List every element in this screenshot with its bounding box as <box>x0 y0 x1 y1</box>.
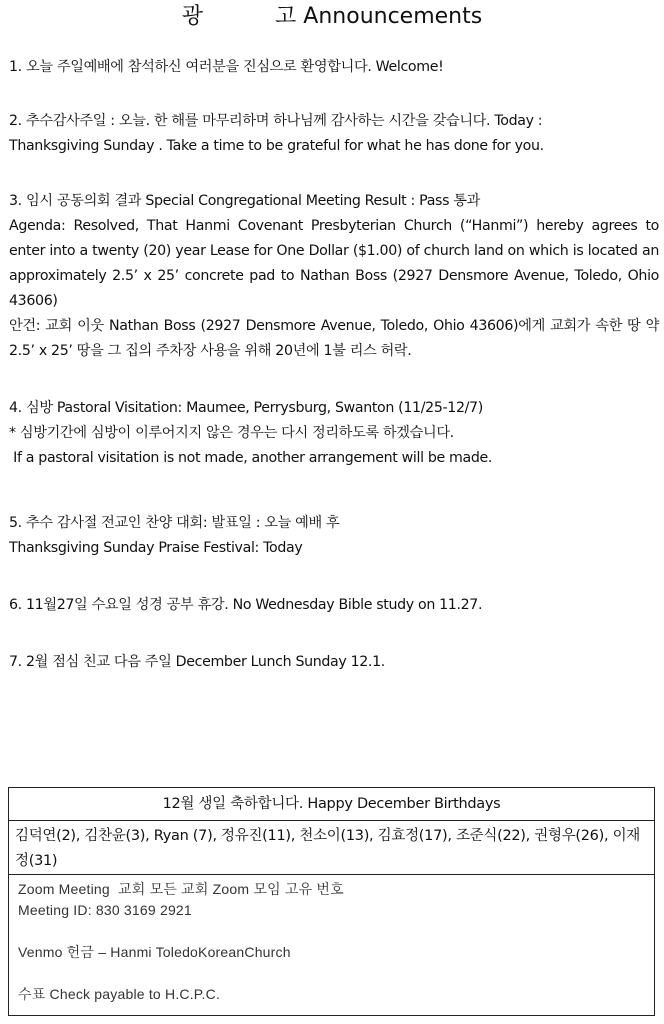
zoom-meeting-line: Zoom Meeting 교회 모든 교회 Zoom 모임 고유 번호 <box>18 881 344 897</box>
announcement-2 <box>9 109 659 159</box>
announcement-5 <box>9 511 659 561</box>
announcement-7 <box>9 650 659 675</box>
announcement-4-line-1: 4. 심방 Pastoral Visitation: Maumee, Perrysburg, Swanton (11/25-12/7) <box>9 400 483 416</box>
announcement-6 <box>9 593 659 618</box>
announcement-3-heading: 3. 임시 공동의회 결과 Special Congregational Meeting Result : Pass 통과 <box>9 193 481 209</box>
check-line: 수표 Check payable to H.C.P.C. <box>18 986 221 1002</box>
announcement-5-line-2: Thanksgiving Sunday Praise Festival: Today <box>9 540 303 556</box>
birthday-heading: 12월 생일 축하합니다. Happy December Birthdays <box>9 788 654 821</box>
page-title <box>0 2 664 32</box>
title-korean-1: 광 <box>181 4 204 29</box>
announcement-2-line-2: Thanksgiving Sunday . Take a time to be grateful for what he has done for you. <box>9 138 544 154</box>
church-info <box>9 875 654 1005</box>
title-korean-2: 고 <box>275 4 297 29</box>
title-english: Announcements <box>303 4 483 29</box>
announcement-4-line-3: If a pastoral visitation is not made, another arrangement will be made. <box>9 450 493 466</box>
announcement-1-text: 1. 오늘 주일예배에 참석하신 여러분을 진심으로 환영합니다. Welcome! <box>9 59 444 75</box>
venmo-line: Venmo 헌금 – Hanmi ToledoKoreanChurch <box>18 944 291 960</box>
announcement-4 <box>9 396 659 471</box>
announcement-1 <box>9 55 659 80</box>
announcement-3-agenda-korean: 안건: 교회 이웃 Nathan Boss (2927 Densmore Avenue, Toledo, Ohio 43606)에게 교회가 속한 땅 약 2.5’ x 25’ 땅을 그 집의 주차장 사용을 위해 20년에 1불 리스 허락. <box>9 318 659 359</box>
zoom-meeting-id: Meeting ID: 830 3169 2921 <box>18 902 192 918</box>
announcement-4-line-2: * 심방기간에 심방이 이루어지지 않은 경우는 다시 정리하도록 하겠습니다. <box>9 425 454 441</box>
announcement-3-agenda-english: Agenda: Resolved, That Hanmi Covenant Presbyterian Church (“Hanmi”) hereby agrees to enter into a twenty (20) year Lease for One Dollar ($1.00) of church land on which is located an approximately 2.5’ x 25’ concrete pad to Nathan Boss (2927 Densmore Avenue, Toledo, Ohio 43606) <box>9 218 659 309</box>
announcement-3 <box>9 189 659 364</box>
announcement-2-line-1: 2. 추수감사주일 : 오늘. 한 해를 마무리하며 하나님께 감사하는 시간을 갖습니다. Today : <box>9 113 543 129</box>
birthday-names: 김덕연(2), 김찬윤(3), Ryan (7), 정유진(11), 천소이(13), 김효정(17), 조준식(22), 권형우(26), 이재정(31) <box>9 821 654 875</box>
announcement-7-text: 7. 2월 점심 친교 다음 주일 December Lunch Sunday 12.1. <box>9 654 385 670</box>
announcement-5-line-1: 5. 추수 감사절 전교인 찬양 대회: 발표일 : 오늘 예배 후 <box>9 515 340 531</box>
announcement-6-text: 6. 11월27일 수요일 성경 공부 휴강. No Wednesday Bible study on 11.27. <box>9 597 483 613</box>
birthday-box <box>8 787 655 1016</box>
